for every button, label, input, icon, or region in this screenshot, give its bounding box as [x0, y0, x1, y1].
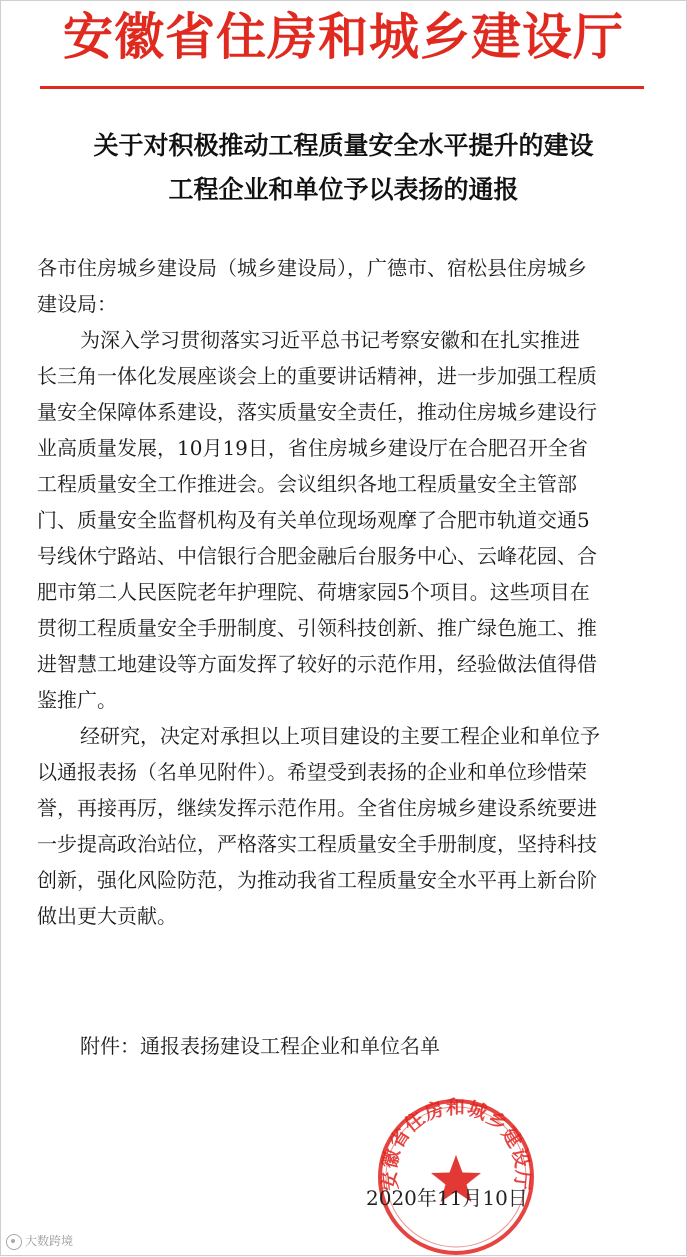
watermark-logo-icon [6, 1234, 22, 1250]
paragraph-2-line: 以通报表扬（名单见附件）。希望受到表扬的企业和单位珍惜荣 [37, 760, 587, 784]
watermark-text: 大数跨境 [25, 1234, 74, 1248]
paragraph-1-line: 量安全保障体系建设，落实质量安全责任，推动住房城乡建设行 [37, 400, 597, 424]
document-title-line-1: 关于对积极推动工程质量安全水平提升的建设 [93, 131, 594, 160]
attachment-note: 附件：通报表扬建设工程企业和单位名单 [80, 1034, 440, 1058]
salutation-line-2: 建设局： [37, 292, 117, 316]
seal-arc-text: 安徽省住房和城乡建设厅 [378, 1097, 534, 1192]
issue-date: 2020年11月10日 [366, 1186, 528, 1210]
letterhead-title: 安徽省住房和城乡建设厅 [63, 7, 624, 66]
official-seal-stamp [376, 1097, 536, 1257]
salutation-line-1: 各市住房城乡建设局（城乡建设局），广德市、宿松县住房城乡 [37, 256, 587, 280]
paragraph-2-line: 经研究，决定对承担以上项目建设的主要工程企业和单位予 [80, 724, 600, 748]
paragraph-1-line: 进智慧工地建设等方面发挥了较好的示范作用，经验做法值得借 [37, 652, 597, 676]
paragraph-2-line: 誉，再接再厉，继续发挥示范作用。全省住房城乡建设系统要进 [37, 796, 597, 820]
watermark [6, 1232, 73, 1250]
paragraph-1-line: 业高质量发展，10月19日，省住房城乡建设厅在合肥召开全省 [37, 436, 588, 460]
document-title [20, 124, 667, 212]
paragraph-2-line: 做出更大贡献。 [37, 904, 177, 928]
paragraph-2-line: 一步提高政治站位，严格落实工程质量安全手册制度，坚持科技 [37, 832, 597, 856]
paragraph-1-line: 为深入学习贯彻落实习近平总书记考察安徽和在扎实推进 [80, 328, 580, 352]
paragraph-1-line: 工程质量安全工作推进会。会议组织各地工程质量安全主管部 [37, 472, 577, 496]
paragraph-1-line: 贯彻工程质量安全手册制度、引领科技创新、推广绿色施工、推 [37, 616, 597, 640]
paragraph-1-line: 鉴推广。 [37, 688, 117, 712]
paragraph-2-line: 创新，强化风险防范，为推动我省工程质量安全水平再上新台阶 [37, 868, 597, 892]
paragraph-1-line: 长三角一体化发展座谈会上的重要讲话精神，进一步加强工程质 [37, 364, 597, 388]
document-title-line-2: 工程企业和单位予以表扬的通报 [168, 175, 519, 204]
paragraph-1-line: 号线休宁路站、中信银行合肥金融后台服务中心、云峰花园、合 [37, 544, 597, 568]
paragraph-1-line: 门、质量安全监督机构及有关单位现场观摩了合肥市轨道交通5 [37, 508, 590, 532]
document-body [37, 250, 657, 934]
letterhead-red-rule [40, 86, 644, 89]
paragraph-1-line: 肥市第二人民医院老年护理院、荷塘家园5个项目。这些项目在 [37, 580, 590, 604]
